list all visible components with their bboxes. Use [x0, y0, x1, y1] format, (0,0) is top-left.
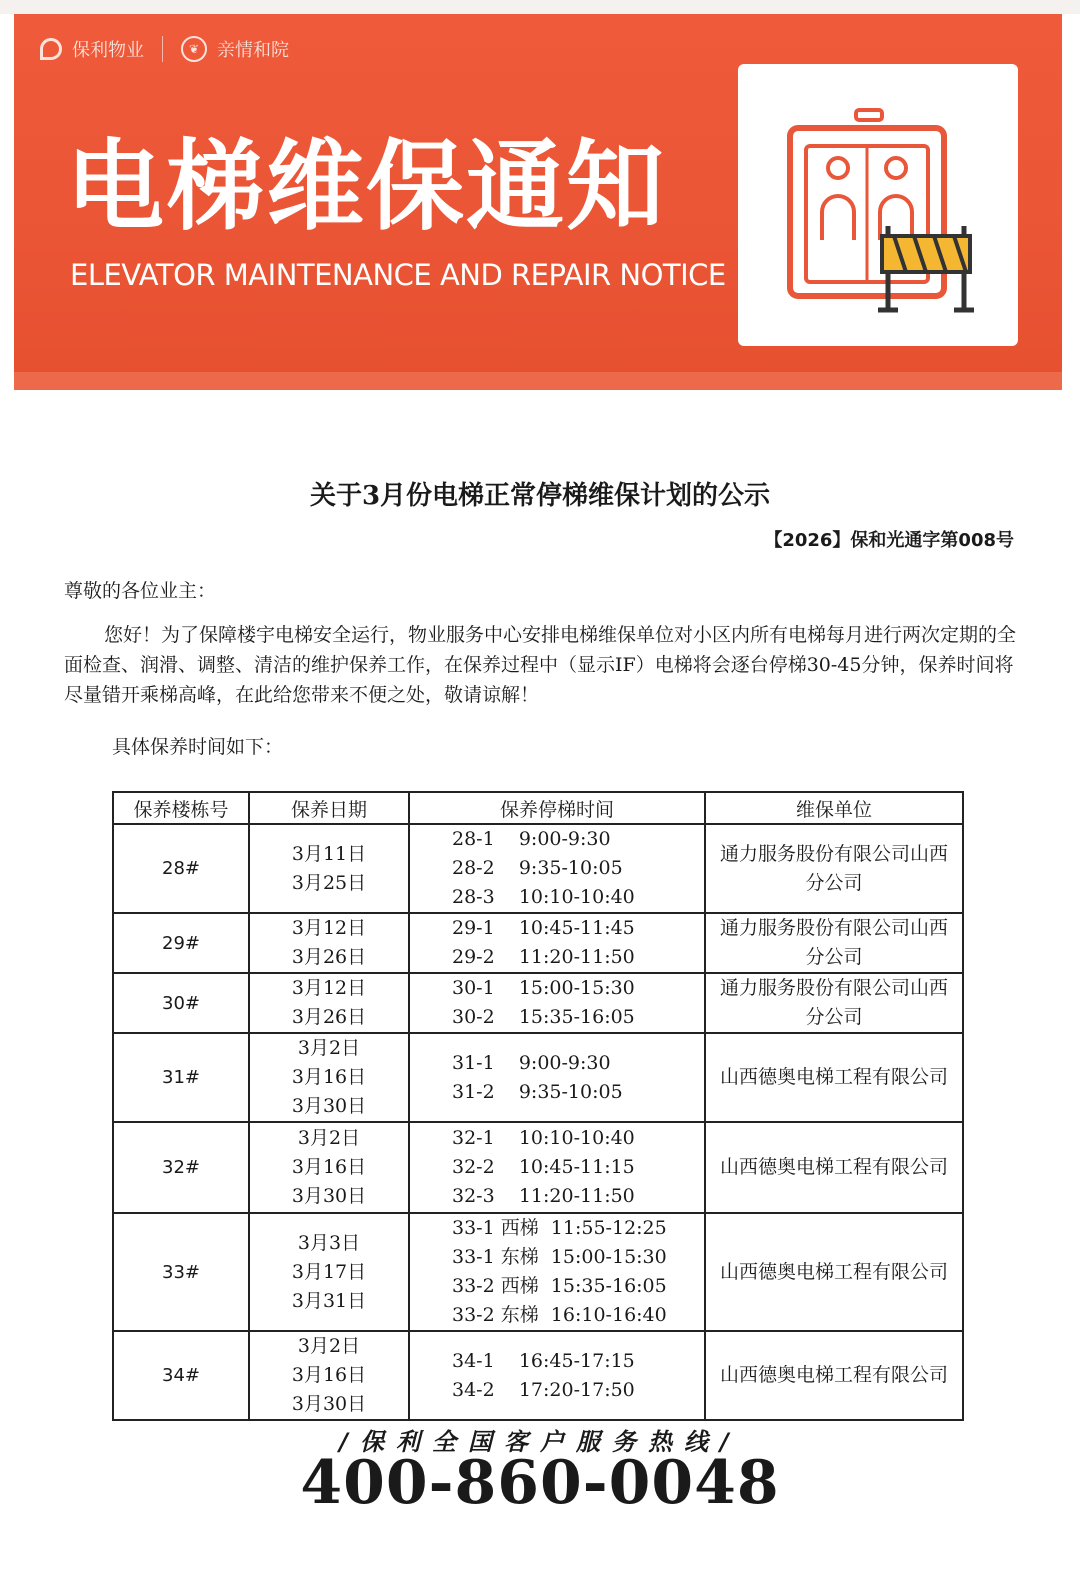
date-line: 3月2日 — [297, 1127, 361, 1149]
times-cell — [409, 1213, 705, 1331]
dates-cell — [249, 1122, 409, 1213]
maintenance-unit-cell: 山西德奥电梯工程有限公司 — [705, 1213, 963, 1331]
maintenance-unit-cell: 通力服务股份有限公司山西分公司 — [705, 973, 963, 1033]
date-line: 3月12日 — [291, 977, 367, 999]
building-cell: 32# — [113, 1122, 249, 1213]
time-line: 34-1 16:45-17:15 — [452, 1349, 635, 1372]
banner-title: 电梯维保通知 — [66, 130, 667, 244]
building-cell: 34# — [113, 1331, 249, 1420]
date-line: 3月2日 — [297, 1037, 361, 1059]
dates-cell — [249, 1331, 409, 1420]
maintenance-unit-cell: 通力服务股份有限公司山西分公司 — [705, 824, 963, 913]
date-line: 3月17日 — [291, 1260, 367, 1283]
column-header: 维保单位 — [705, 792, 963, 824]
dates-cell — [249, 973, 409, 1033]
date-line: 3月3日 — [297, 1231, 361, 1254]
hotline-label: /保利全国客户服务热线/ — [339, 1428, 741, 1456]
dates-cell — [249, 824, 409, 913]
date-line: 3月12日 — [291, 917, 367, 939]
date-line: 3月11日 — [291, 842, 367, 865]
brand-primary: 保利物业 — [72, 40, 144, 61]
times-cell — [409, 913, 705, 973]
hotline-number: 400-860-0048 — [300, 1448, 780, 1518]
date-line: 3月30日 — [291, 1185, 367, 1207]
banner-bottom-edge — [14, 372, 1062, 390]
dates-cell — [249, 1033, 409, 1122]
date-line: 3月30日 — [291, 1095, 367, 1117]
notice-title: 关于3月份电梯正常停梯维保计划的公示 — [309, 481, 771, 511]
times-cell — [409, 1122, 705, 1213]
icon-card — [738, 64, 1018, 346]
time-line: 32-2 10:45-11:15 — [452, 1156, 635, 1178]
table-row — [113, 973, 963, 1033]
date-line: 3月16日 — [291, 1156, 367, 1178]
brand-secondary: 亲情和院 — [217, 40, 289, 61]
time-line: 28-3 10:10-10:40 — [452, 886, 635, 908]
building-cell: 29# — [113, 913, 249, 973]
top-strip — [0, 0, 1080, 14]
time-line: 34-2 17:20-17:50 — [452, 1378, 635, 1401]
time-line: 28-1 9:00-9:30 — [452, 828, 611, 850]
date-line: 3月26日 — [291, 1006, 367, 1028]
time-line: 28-2 9:35-10:05 — [452, 857, 623, 879]
table-row — [113, 1122, 963, 1213]
building-cell: 33# — [113, 1213, 249, 1331]
times-cell — [409, 1331, 705, 1420]
time-line: 30-1 15:00-15:30 — [452, 977, 635, 999]
brand-bar — [40, 36, 289, 62]
date-line: 3月16日 — [291, 1364, 367, 1386]
time-line: 32-3 11:20-11:50 — [452, 1185, 635, 1207]
time-line: 29-2 11:20-11:50 — [452, 946, 635, 968]
column-header: 保养日期 — [249, 792, 409, 824]
elevator-maintenance-barrier-icon — [738, 64, 1018, 346]
table-row — [113, 1033, 963, 1122]
table-row — [113, 913, 963, 973]
dates-cell — [249, 913, 409, 973]
table-header-row — [113, 792, 963, 824]
building-cell: 30# — [113, 973, 249, 1033]
salutation: 尊敬的各位业主： — [64, 580, 217, 602]
time-line: 32-1 10:10-10:40 — [452, 1127, 635, 1149]
time-line: 33-1 东梯 15:00-15:30 — [452, 1246, 667, 1268]
time-line: 33-2 西梯 15:35-16:05 — [452, 1275, 667, 1297]
times-cell — [409, 1033, 705, 1122]
family-logo-icon: ❦ — [181, 36, 207, 62]
time-line: 33-2 东梯 16:10-16:40 — [452, 1304, 667, 1326]
time-line: 33-1 西梯 11:55-12:25 — [452, 1217, 667, 1239]
time-line: 31-1 9:00-9:30 — [452, 1051, 611, 1074]
time-line: 31-2 9:35-10:05 — [452, 1080, 623, 1103]
banner-subtitle: ELEVATOR MAINTENANCE AND REPAIR NOTICE — [70, 258, 726, 292]
date-line: 3月30日 — [291, 1393, 367, 1415]
maintenance-unit-cell: 山西德奥电梯工程有限公司 — [705, 1331, 963, 1420]
maintenance-unit-cell: 通力服务股份有限公司山西分公司 — [705, 913, 963, 973]
table-row — [113, 824, 963, 913]
brand-divider — [162, 36, 163, 62]
date-line: 3月25日 — [291, 871, 367, 894]
schedule-intro: 具体保养时间如下： — [112, 736, 284, 758]
document-number: 【2026】保和光通字第008号 — [764, 530, 1014, 551]
maintenance-unit-cell: 山西德奥电梯工程有限公司 — [705, 1122, 963, 1213]
notice-body: 您好！为了保障楼宇电梯安全运行，物业服务中心安排电梯维保单位对小区内所有电梯每月进行两次定期的全面检查、润滑、调整、清洁的维护保养工作，在保养过程中（显示IF）电梯将会逐台停梯30-45分钟，保养时间将尽量错开乘梯高峰，在此给您带来不便之处，敬请谅解！ — [64, 624, 1017, 706]
building-cell: 28# — [113, 824, 249, 913]
building-cell: 31# — [113, 1033, 249, 1122]
times-cell — [409, 973, 705, 1033]
time-line: 29-1 10:45-11:45 — [452, 917, 635, 939]
poly-logo-icon — [40, 38, 62, 60]
dates-cell — [249, 1213, 409, 1331]
date-line: 3月26日 — [291, 946, 367, 968]
times-cell — [409, 824, 705, 913]
table-row — [113, 1331, 963, 1420]
time-line: 30-2 15:35-16:05 — [452, 1006, 635, 1028]
maintenance-unit-cell: 山西德奥电梯工程有限公司 — [705, 1033, 963, 1122]
maintenance-schedule-table — [112, 791, 964, 1421]
column-header: 保养楼栋号 — [113, 792, 249, 824]
date-line: 3月16日 — [291, 1066, 367, 1088]
table-row — [113, 1213, 963, 1331]
date-line: 3月2日 — [297, 1335, 361, 1357]
column-header: 保养停梯时间 — [409, 792, 705, 824]
date-line: 3月31日 — [291, 1289, 367, 1312]
